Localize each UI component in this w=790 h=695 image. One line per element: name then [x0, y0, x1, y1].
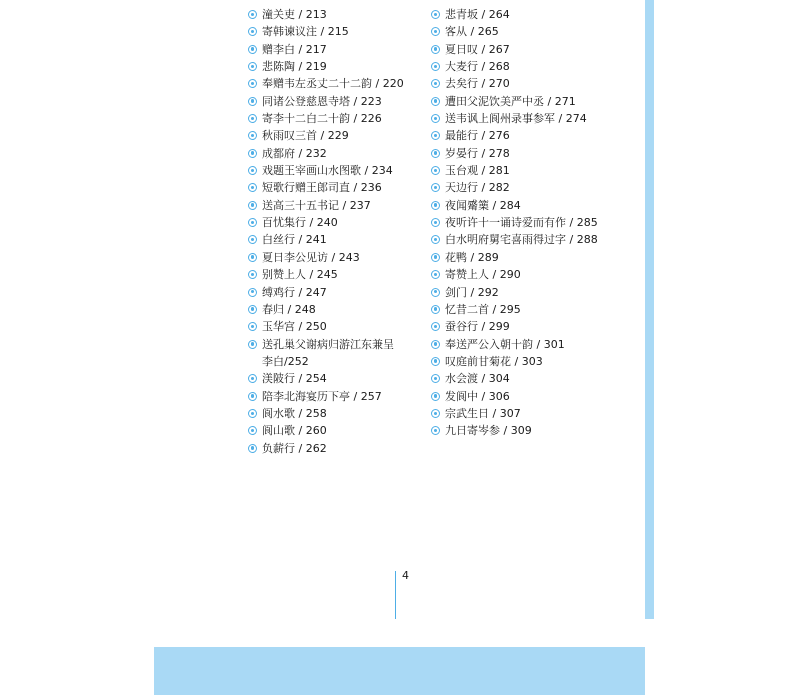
- circle-bullet-icon: [431, 149, 440, 158]
- toc-entry-title: 负薪行: [262, 441, 295, 455]
- toc-entry[interactable]: [247, 6, 427, 23]
- toc-entry[interactable]: [247, 440, 427, 457]
- circle-bullet-icon: [248, 10, 257, 19]
- toc-entry-page: 李白/252: [262, 354, 309, 368]
- toc-entry-title: 玉台观: [445, 164, 478, 178]
- circle-bullet-icon: [431, 218, 440, 227]
- page-number: 4: [402, 569, 409, 582]
- circle-bullet-icon: [248, 183, 257, 192]
- circle-bullet-icon: [431, 10, 440, 19]
- toc-entry-page: 223: [360, 94, 382, 108]
- toc-entry-title: 白水明府舅宅喜雨得过字: [445, 233, 566, 247]
- toc-entry-title: 奉赠韦左丞丈二十二韵: [262, 77, 372, 91]
- toc-entry-separator: /: [489, 406, 500, 420]
- toc-entry-title: 花鸭: [445, 250, 467, 264]
- toc-entry[interactable]: [430, 162, 640, 179]
- toc-entry[interactable]: [430, 110, 640, 127]
- circle-bullet-icon: [248, 288, 257, 297]
- toc-entry[interactable]: [247, 301, 427, 318]
- right-edge-color-bar: [645, 0, 654, 619]
- toc-entry-separator: /: [339, 198, 350, 212]
- toc-entry-page: 268: [488, 60, 510, 74]
- circle-bullet-icon: [431, 322, 440, 331]
- toc-entry-separator: /: [328, 250, 339, 264]
- toc-entry-page: 299: [488, 320, 510, 334]
- toc-entry-title: 戏题王宰画山水图歌: [262, 164, 361, 178]
- toc-entry-separator: /: [555, 112, 566, 126]
- toc-entry-separator: /: [350, 389, 361, 403]
- circle-bullet-icon: [431, 426, 440, 435]
- toc-entry-separator: /: [566, 233, 577, 247]
- toc-entry-page: 232: [305, 146, 327, 160]
- toc-entry-title: 水会渡: [445, 372, 478, 386]
- toc-entry-separator: /: [478, 42, 489, 56]
- toc-entry-page: 292: [477, 285, 499, 299]
- circle-bullet-icon: [248, 235, 257, 244]
- toc-entry-separator: /: [295, 320, 306, 334]
- toc-entry-page: 276: [488, 129, 510, 143]
- toc-entry[interactable]: [430, 231, 640, 248]
- toc-entry-page: 309: [510, 424, 532, 438]
- toc-entry-separator: /: [295, 8, 306, 21]
- toc-entry-separator: /: [295, 42, 306, 56]
- toc-entry-title: 缚鸡行: [262, 285, 295, 299]
- circle-bullet-icon: [248, 322, 257, 331]
- circle-bullet-icon: [248, 270, 257, 279]
- toc-entry-title: 阆山歌: [262, 424, 295, 438]
- toc-entry-title: 夜闻觱篥: [445, 198, 489, 212]
- toc-entry-separator: /: [295, 233, 306, 247]
- toc-entry-page: 240: [316, 216, 338, 230]
- toc-entry[interactable]: [430, 41, 640, 58]
- toc-entry-separator: /: [284, 302, 295, 316]
- toc-entry-separator: /: [544, 94, 555, 108]
- circle-bullet-icon: [248, 409, 257, 418]
- circle-bullet-icon: [248, 79, 257, 88]
- toc-entry-separator: /: [295, 146, 306, 160]
- toc-entry-title: 寄李十二白二十韵: [262, 112, 350, 126]
- toc-entry-title: 忆昔二首: [445, 302, 489, 316]
- toc-entry[interactable]: [430, 127, 640, 144]
- toc-entry-title: 玉华宫: [262, 320, 295, 334]
- toc-entry[interactable]: [430, 179, 640, 196]
- circle-bullet-icon: [431, 79, 440, 88]
- toc-entry-separator: /: [350, 112, 361, 126]
- toc-entry-separator: /: [478, 77, 489, 91]
- toc-entry[interactable]: [247, 266, 427, 283]
- toc-entry[interactable]: [430, 301, 640, 318]
- toc-entry-separator: /: [306, 216, 317, 230]
- toc-entry[interactable]: [430, 405, 640, 422]
- circle-bullet-icon: [431, 131, 440, 140]
- toc-entry-separator: /: [478, 129, 489, 143]
- toc-entry-page: 219: [305, 60, 327, 74]
- toc-entry-separator: /: [350, 94, 361, 108]
- toc-entry[interactable]: [247, 370, 427, 387]
- toc-entry-page: 285: [576, 216, 598, 230]
- toc-entry-title: 寄韩谏议注: [262, 25, 317, 39]
- toc-entry-page: 236: [360, 181, 382, 195]
- circle-bullet-icon: [248, 149, 257, 158]
- toc-entry[interactable]: [430, 318, 640, 335]
- circle-bullet-icon: [431, 340, 440, 349]
- toc-entry-page: 306: [488, 389, 510, 403]
- toc-entry-separator: /: [295, 372, 306, 386]
- toc-entry[interactable]: [430, 284, 640, 301]
- toc-entry-page: 247: [305, 285, 327, 299]
- toc-entry-title: 春归: [262, 302, 284, 316]
- toc-entry-title: 剑门: [445, 285, 467, 299]
- toc-entry-title: 夜听许十一诵诗爱而有作: [445, 216, 566, 230]
- circle-bullet-icon: [248, 62, 257, 71]
- toc-entry-title: 同诸公登慈恩寺塔: [262, 94, 350, 108]
- toc-entry-page: 281: [488, 164, 510, 178]
- toc-entry-page: 262: [305, 441, 327, 455]
- toc-entry[interactable]: [247, 41, 427, 58]
- toc-entry[interactable]: [247, 127, 427, 144]
- toc-entry-separator: /: [467, 25, 478, 39]
- toc-entry[interactable]: [430, 6, 640, 23]
- toc-entry-page: 243: [338, 250, 360, 264]
- toc-entry-title: 岁晏行: [445, 146, 478, 160]
- toc-entry[interactable]: [430, 388, 640, 405]
- circle-bullet-icon: [431, 114, 440, 123]
- toc-left-column: [247, 6, 427, 457]
- circle-bullet-icon: [431, 409, 440, 418]
- toc-entry-page: 215: [327, 25, 349, 39]
- toc-entry-title: 寄赞上人: [445, 268, 489, 282]
- toc-entry-separator: /: [489, 198, 500, 212]
- circle-bullet-icon: [431, 45, 440, 54]
- toc-entry-page: 234: [371, 164, 393, 178]
- circle-bullet-icon: [431, 357, 440, 366]
- toc-entry-title: 遭田父泥饮美严中丞: [445, 94, 544, 108]
- toc-entry-page: 254: [305, 372, 327, 386]
- toc-entry-separator: /: [317, 25, 328, 39]
- circle-bullet-icon: [431, 305, 440, 314]
- toc-entry-separator: /: [478, 372, 489, 386]
- circle-bullet-icon: [248, 305, 257, 314]
- toc-entry-title: 悲陈陶: [262, 60, 295, 74]
- toc-entry-title: 蚕谷行: [445, 320, 478, 334]
- toc-entry[interactable]: [247, 145, 427, 162]
- toc-entry-title: 百忧集行: [262, 216, 306, 230]
- toc-entry[interactable]: [247, 58, 427, 75]
- toc-entry-title: 发阆中: [445, 389, 478, 403]
- toc-entry-page: 271: [554, 94, 576, 108]
- toc-entry-page: 241: [305, 233, 327, 247]
- toc-entry-title: 成都府: [262, 146, 295, 160]
- toc-entry[interactable]: [247, 388, 427, 405]
- toc-entry-separator: /: [467, 285, 478, 299]
- toc-entry[interactable]: [247, 422, 427, 439]
- toc-entry[interactable]: [430, 266, 640, 283]
- toc-entry[interactable]: [247, 23, 427, 40]
- toc-entry[interactable]: [430, 75, 640, 92]
- circle-bullet-icon: [431, 392, 440, 401]
- toc-entry[interactable]: [247, 162, 427, 179]
- circle-bullet-icon: [248, 426, 257, 435]
- circle-bullet-icon: [431, 62, 440, 71]
- toc-entry-page: 220: [382, 77, 404, 91]
- toc-entry-title: 阆水歌: [262, 406, 295, 420]
- toc-entry-title: 悲青坂: [445, 8, 478, 21]
- toc-entry[interactable]: [430, 336, 640, 353]
- circle-bullet-icon: [248, 131, 257, 140]
- circle-bullet-icon: [431, 288, 440, 297]
- toc-entry-page: 265: [477, 25, 499, 39]
- toc-entry-page: 258: [305, 406, 327, 420]
- toc-entry-separator: /: [478, 164, 489, 178]
- toc-entry[interactable]: [430, 93, 640, 110]
- circle-bullet-icon: [248, 253, 257, 262]
- toc-entry-page: 307: [499, 406, 521, 420]
- toc-entry-page: 278: [488, 146, 510, 160]
- toc-entry-page: 248: [294, 302, 316, 316]
- toc-entry[interactable]: [430, 353, 640, 370]
- toc-entry[interactable]: [247, 197, 427, 214]
- toc-entry-page: 217: [305, 42, 327, 56]
- circle-bullet-icon: [431, 270, 440, 279]
- toc-entry-title: 秋雨叹三首: [262, 129, 317, 143]
- toc-entry-page: 284: [499, 198, 521, 212]
- circle-bullet-icon: [248, 166, 257, 175]
- toc-entry-page: 303: [521, 354, 543, 368]
- circle-bullet-icon: [248, 201, 257, 210]
- circle-bullet-icon: [248, 340, 257, 349]
- toc-entry-title: 最能行: [445, 129, 478, 143]
- toc-entry-separator: /: [566, 216, 577, 230]
- toc-entry[interactable]: [247, 110, 427, 127]
- toc-entry-title: 夏日李公见访: [262, 250, 328, 264]
- toc-entry-separator: /: [478, 389, 489, 403]
- toc-entry-page: 282: [488, 181, 510, 195]
- toc-entry[interactable]: [247, 214, 427, 231]
- circle-bullet-icon: [431, 235, 440, 244]
- toc-entry-title: 夏日叹: [445, 42, 478, 56]
- toc-entry[interactable]: [247, 179, 427, 196]
- toc-entry[interactable]: [247, 93, 427, 110]
- toc-entry[interactable]: [247, 284, 427, 301]
- toc-entry[interactable]: [430, 23, 640, 40]
- circle-bullet-icon: [248, 114, 257, 123]
- toc-entry-title: 大麦行: [445, 60, 478, 74]
- toc-entry-page: 229: [327, 129, 349, 143]
- circle-bullet-icon: [431, 97, 440, 106]
- circle-bullet-icon: [431, 201, 440, 210]
- circle-bullet-icon: [248, 392, 257, 401]
- toc-entry[interactable]: [430, 214, 640, 231]
- circle-bullet-icon: [431, 183, 440, 192]
- toc-entry-page: 250: [305, 320, 327, 334]
- toc-entry-page: 290: [499, 268, 521, 282]
- toc-entry-separator: /: [295, 60, 306, 74]
- circle-bullet-icon: [248, 444, 257, 453]
- toc-entry-page: 288: [576, 233, 598, 247]
- toc-entry-page: 213: [305, 8, 327, 21]
- bottom-color-band: [154, 647, 645, 695]
- toc-entry-separator: /: [511, 354, 522, 368]
- toc-entry-title: 送韦讽上阆州录事参军: [445, 112, 555, 126]
- toc-entry-title: 天边行: [445, 181, 478, 195]
- toc-entry-separator: /: [500, 424, 511, 438]
- toc-entry-page: 260: [305, 424, 327, 438]
- circle-bullet-icon: [248, 218, 257, 227]
- circle-bullet-icon: [431, 166, 440, 175]
- toc-entry-title: 送高三十五书记: [262, 198, 339, 212]
- toc-entry[interactable]: [430, 422, 640, 439]
- toc-entry-title: 赠李白: [262, 42, 295, 56]
- toc-entry-title: 陪李北海宴历下亭: [262, 389, 350, 403]
- toc-entry-separator: /: [295, 285, 306, 299]
- toc-entry-title: 去矣行: [445, 77, 478, 91]
- circle-bullet-icon: [248, 374, 257, 383]
- toc-entry-title: 别赞上人: [262, 268, 306, 282]
- toc-entry-title: 叹庭前甘菊花: [445, 354, 511, 368]
- toc-entry-page: 304: [488, 372, 510, 386]
- toc-entry-page: 289: [477, 250, 499, 264]
- circle-bullet-icon: [431, 27, 440, 36]
- toc-entry[interactable]: [430, 249, 640, 266]
- toc-right-column: [430, 6, 640, 440]
- toc-entry-separator: /: [478, 181, 489, 195]
- toc-entry-page: 295: [499, 302, 521, 316]
- toc-entry-separator: /: [489, 268, 500, 282]
- toc-entry[interactable]: [430, 370, 640, 387]
- toc-entry-title: 潼关吏: [262, 8, 295, 21]
- toc-entry[interactable]: [247, 231, 427, 248]
- toc-entry[interactable]: [247, 405, 427, 422]
- toc-entry-separator: /: [372, 77, 383, 91]
- toc-entry-title: 送孔巢父谢病归游江东兼呈: [262, 337, 394, 351]
- toc-entry-page: 264: [488, 8, 510, 21]
- toc-entry-separator: /: [467, 250, 478, 264]
- toc-entry-separator: /: [295, 424, 306, 438]
- toc-entry-page: 301: [543, 337, 565, 351]
- toc-entry-page: 270: [488, 77, 510, 91]
- toc-entry-title: 九日寄岑参: [445, 424, 500, 438]
- toc-entry-separator: /: [533, 337, 544, 351]
- circle-bullet-icon: [248, 97, 257, 106]
- toc-entry-title: 短歌行赠王郎司直: [262, 181, 350, 195]
- toc-entry-page: 226: [360, 112, 382, 126]
- circle-bullet-icon: [248, 45, 257, 54]
- toc-entry-title: 白丝行: [262, 233, 295, 247]
- toc-entry-separator: /: [478, 320, 489, 334]
- toc-entry[interactable]: [247, 318, 427, 335]
- toc-entry-separator: /: [317, 129, 328, 143]
- toc-entry-page: 245: [316, 268, 338, 282]
- toc-entry-page: 237: [349, 198, 371, 212]
- toc-entry-page: 267: [488, 42, 510, 56]
- toc-entry-separator: /: [361, 164, 372, 178]
- circle-bullet-icon: [248, 27, 257, 36]
- toc-entry-title: 宗武生日: [445, 406, 489, 420]
- toc-entry-title: 渼陂行: [262, 372, 295, 386]
- toc-entry[interactable]: [247, 336, 427, 371]
- toc-entry[interactable]: [430, 58, 640, 75]
- toc-entry-separator: /: [478, 8, 489, 21]
- toc-entry-page: 274: [565, 112, 587, 126]
- toc-entry[interactable]: [247, 75, 427, 92]
- toc-entry-separator: /: [306, 268, 317, 282]
- toc-entry-title: 客从: [445, 25, 467, 39]
- circle-bullet-icon: [431, 374, 440, 383]
- toc-entry-separator: /: [478, 60, 489, 74]
- page-number-rule: [395, 571, 396, 619]
- toc-entry-separator: /: [478, 146, 489, 160]
- toc-entry[interactable]: [430, 197, 640, 214]
- toc-entry-title: 奉送严公入朝十韵: [445, 337, 533, 351]
- toc-entry-separator: /: [295, 441, 306, 455]
- toc-entry-separator: /: [295, 406, 306, 420]
- toc-entry-separator: /: [350, 181, 361, 195]
- toc-entry[interactable]: [430, 145, 640, 162]
- circle-bullet-icon: [431, 253, 440, 262]
- toc-entry[interactable]: [247, 249, 427, 266]
- toc-entry-separator: /: [489, 302, 500, 316]
- toc-entry-page: 257: [360, 389, 382, 403]
